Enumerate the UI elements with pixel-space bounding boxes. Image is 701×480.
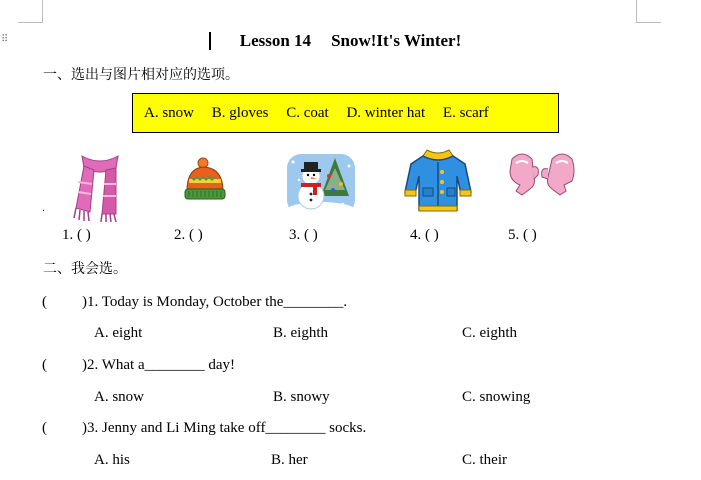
option-d: D. winter hat — [346, 105, 426, 121]
lesson-number: Lesson 14 — [239, 31, 312, 50]
crop-mark-top-left — [18, 0, 43, 23]
stray-dot: . — [42, 200, 45, 214]
question-1-option-c: C. eighth — [462, 325, 517, 341]
coat-icon — [403, 146, 473, 214]
option-c: C. coat — [286, 105, 329, 121]
lesson-name: Snow!It's Winter! — [331, 31, 462, 50]
snowman-icon — [283, 152, 359, 218]
drag-handle-icon[interactable]: ⠿ — [1, 34, 9, 45]
question-3-paren[interactable]: ( — [42, 420, 47, 436]
question-1-paren[interactable]: ( — [42, 294, 47, 310]
question-1-option-a: A. eight — [94, 325, 143, 341]
picture-4-answer[interactable]: 4. ( ) — [410, 227, 439, 243]
question-3-text: )3. Jenny and Li Ming take off________ socks. — [82, 420, 367, 436]
question-1-text: )1. Today is Monday, October the________. — [82, 294, 348, 310]
question-2-option-c: C. snowing — [462, 389, 531, 405]
question-1-option-b: B. eighth — [273, 325, 328, 341]
winter-hat-icon — [181, 157, 229, 205]
question-3-option-b: B. her — [271, 452, 308, 468]
crop-mark-top-right — [636, 0, 661, 23]
picture-5-answer[interactable]: 5. ( ) — [508, 227, 537, 243]
question-2-option-a: A. snow — [94, 389, 145, 405]
option-e: E. scarf — [442, 105, 489, 121]
option-a: A. snow — [144, 105, 195, 121]
picture-3-answer[interactable]: 3. ( ) — [289, 227, 318, 243]
question-2-text: )2. What a________ day! — [82, 357, 236, 373]
section1-heading: 一、选出与图片相对应的选项。 — [43, 67, 239, 83]
section2-heading: 二、我会选。 — [43, 261, 127, 277]
option-b: B. gloves — [211, 105, 269, 121]
page-title — [0, 31, 701, 51]
options-box — [132, 93, 559, 133]
picture-2-answer[interactable]: 2. ( ) — [174, 227, 203, 243]
question-3-option-c: C. their — [462, 452, 507, 468]
gloves-icon — [504, 151, 580, 197]
question-2-option-b: B. snowy — [273, 389, 330, 405]
question-3-option-a: A. his — [94, 452, 130, 468]
scarf-icon — [72, 152, 128, 222]
question-2-paren[interactable]: ( — [42, 357, 47, 373]
picture-1-answer[interactable]: 1. ( ) — [62, 227, 91, 243]
